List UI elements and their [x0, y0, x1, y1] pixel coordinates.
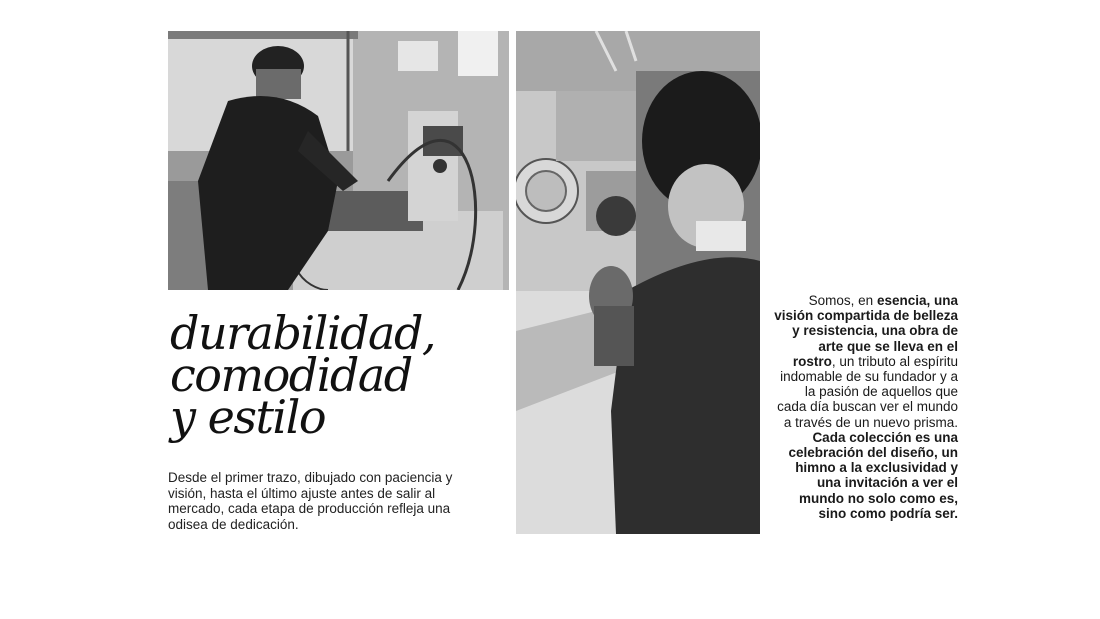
photo-lathe-illustration: [516, 31, 760, 534]
manifesto-text-2: , un tributo al espíritu indomable de su fundador y a la pasión de aquellos que cada día buscan ver el mundo a través de un nuevo prisma.: [777, 353, 958, 430]
manifesto-bold-2: Cada colección es una celebración del diseño, un himno a la exclusividad y una invitación a ver el mundo no solo como es, sino como podría ser.: [788, 429, 958, 521]
workshop-photo-lathe: [516, 31, 760, 534]
manifesto-bold-1: esencia, una visión compartida de belleza y resistencia, una obra de arte que se lleva en el rostro: [774, 293, 958, 369]
headline: [170, 306, 500, 444]
headline-line-1: durabilidad,: [170, 306, 436, 360]
headline-line-2: comodidad: [170, 348, 412, 402]
headline-line-3: y estilo: [170, 390, 326, 444]
photo-cnc-illustration: [168, 31, 509, 290]
intro-paragraph: Desde el primer trazo, dibujado con paciencia y visión, hasta el último ajuste antes de salir al mercado, cada etapa de producción refleja una odisea de dedicación.: [168, 470, 453, 532]
manifesto-text-1: Somos, en: [808, 293, 877, 308]
workshop-photo-cnc: [168, 31, 509, 290]
manifesto-paragraph: [772, 293, 958, 521]
